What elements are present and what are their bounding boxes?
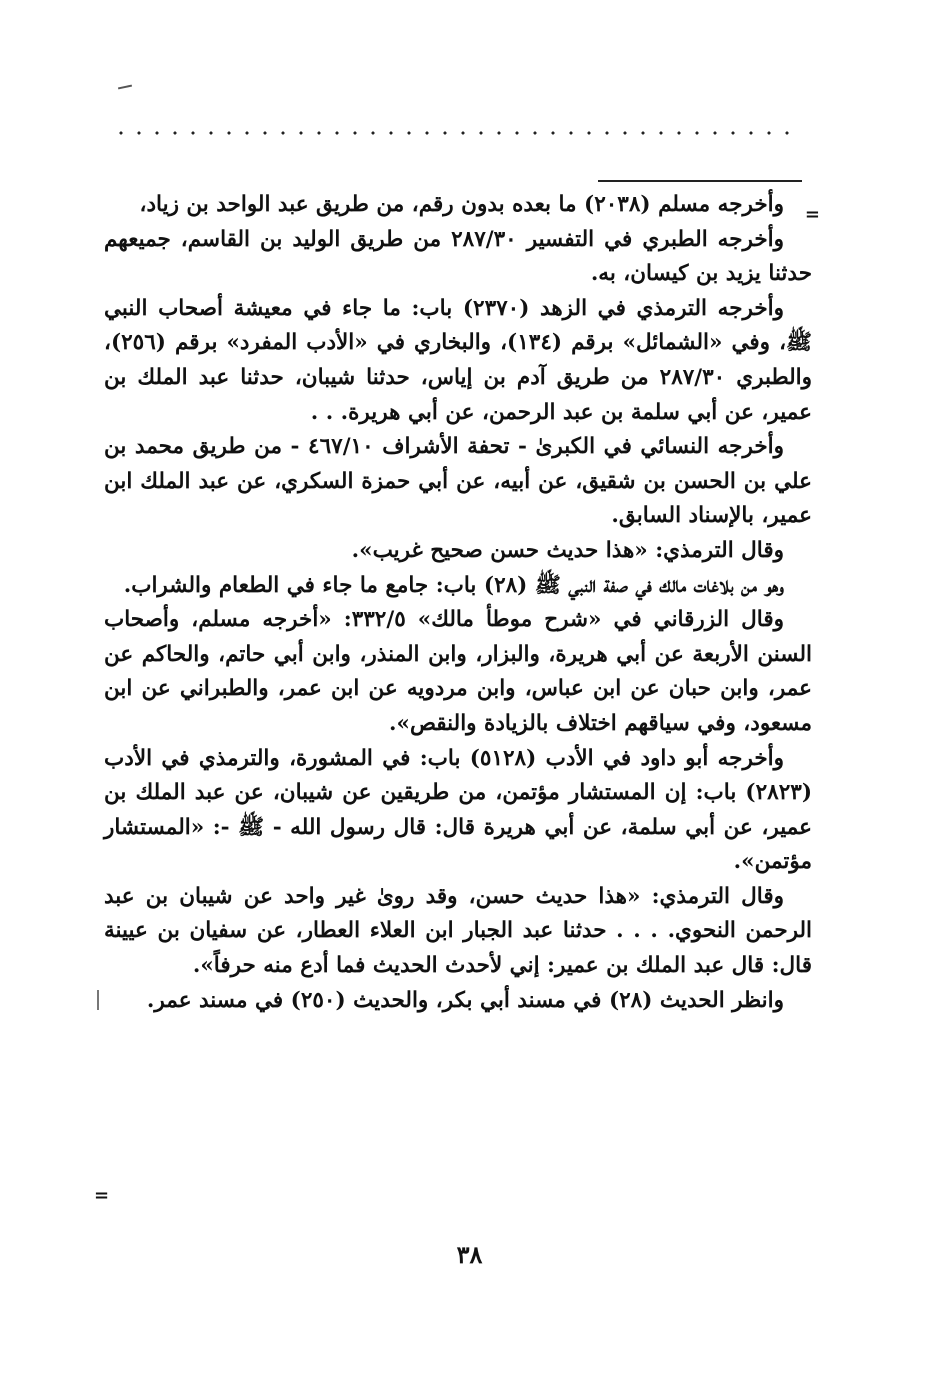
footnote-divider-line: [598, 180, 802, 182]
footnote-paragraph: وأخرجه الترمذي في الزهد (٢٣٧٠) باب: ما جاء في معيشة أصحاب النبي ﷺ، وفي «الشمائل» برقم (١٣٤)، والبخاري في «الأدب المفرد» برقم (٢٥٦)، والطبري ٢٨٧/٣٠ من طريق آدم بن إياس، حدثنا شيبان، حدثنا عبد الملك بن عمير، عن أبي سلمة بن عبد الرحمن، عن أبي هريرة. . .: [104, 295, 812, 425]
margin-mark: [97, 990, 99, 1010]
dotted-separator: [112, 128, 802, 138]
continuation-mark-start: =: [804, 204, 820, 225]
stray-ink-mark: [118, 85, 132, 90]
footnote-paragraph: وقال الترمذي: «هذا حديث حسن، وقد روىٰ غير واحد عن شيبان بن عبد الرحمن النحوي. . . . حدثنا عبد الجبار ابن العلاء العطار، عن سفيان بن عيينة قال: قال عبد الملك بن عمير: إني لأحدث الحديث فما أدع منه حرفاً».: [104, 883, 812, 979]
footnote-paragraph: وأخرجه مسلم (٢٠٣٨) ما بعده بدون رقم، من طريق عبد الواحد بن زياد،: [139, 192, 784, 217]
footnote-paragraph: وهو من بلاغات مالك في صفة النبي ﷺ (٢٨) باب: جامع ما جاء في الطعام والشراب.: [123, 572, 784, 598]
footnote-paragraph: وقال الزرقاني في «شرح موطأ مالك» ٣٣٢/٥: «أخرجه مسلم، وأصحاب السنن الأربعة عن أبي هريرة، والبزار، وابن المنذر، وابن أبي حاتم، والحاكم عن عمر، وابن حبان عن ابن عباس، وابن مردويه عن ابن عمر، والطبراني عن ابن مسعود، وفي سياقهم اختلاف بالزيادة والنقص».: [104, 607, 812, 736]
footnote-paragraph: وأخرجه النسائي في الكبرىٰ - تحفة الأشراف ٤٦٧/١٠ - من طريق محمد بن علي بن الحسن بن شقيق، عن أبيه، عن أبي حمزة السكري، عن عبد الملك ابن عمير، بالإسناد السابق.: [104, 434, 812, 529]
footnote-paragraph: وقال الترمذي: «هذا حديث حسن صحيح غريب».: [351, 537, 784, 563]
footnote-paragraph: وانظر الحديث (٢٨) في مسند أبي بكر، والحديث (٢٥٠) في مسند عمر.: [146, 987, 784, 1013]
page-number: ٣٨: [456, 1240, 483, 1269]
continuation-mark-end: =: [94, 1185, 110, 1206]
footnote-text-block: [104, 188, 820, 1018]
footnote-paragraph: وأخرجه أبو داود في الأدب (٥١٢٨) باب: في المشورة، والترمذي في الأدب (٢٨٢٣) باب: إن المستشار مؤتمن، من طريقين عن شيبان، عن عبد الملك بن عمير، عن أبي سلمة، عن أبي هريرة قال: قال رسول الله - ﷺ -: «المستشار مؤتمن».: [104, 745, 812, 875]
footnote-paragraph: وأخرجه الطبري في التفسير ٢٨٧/٣٠ من طريق الوليد بن القاسم، جميعهم حدثنا يزيد بن كيسان، به.: [104, 226, 812, 287]
